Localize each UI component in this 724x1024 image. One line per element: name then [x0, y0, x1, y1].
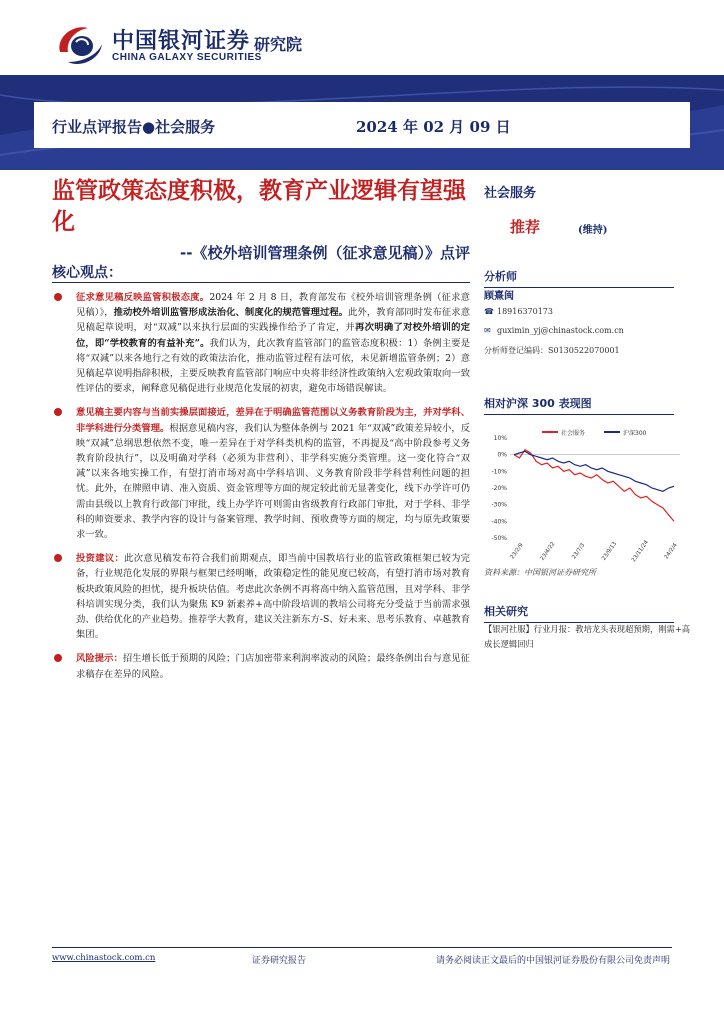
bullet-text: 根据意见稿内容，我们认为整体条例与 2021 年“双减”政策差异较小，反映“双减”总纲思想依然不变，唯一差异在于对学科类机构的监管，不再提及“高中阶段参考义务教育阶段执行”，以及明确对学科（必须为非营利）、非学科实施分类管理。这一变化符合“双减”以来各地实操工作，有望打消市场对高中学科培训、义务教育阶段非学科营利性问题的担忧。此外，在牌照申请、准入资质、资金管理等方面的规定较此前无显著变化，线下办学许可仍需由县级以上教育行政部门审批，线上办学许可则需由省级教育行政部门审批，对于学科、非学科的师资要求、教学内容的设计与备案管理、教学时间、预收费等方面的规定，均与原先政策要求一致。 — [76, 422, 470, 541]
core-views-heading: 核心观点： — [52, 265, 122, 281]
related-heading: 相关研究 — [484, 603, 674, 623]
report-title: 监管政策态度积极，教育产业逻辑有望强化 — [52, 178, 466, 235]
relative-performance-chart — [484, 420, 684, 570]
bullet-bold: 推动校外培训监管形成法治化、制度化的规范管理过程。 — [113, 307, 349, 319]
bullet-lead: 征求意见稿反映监管积极态度。 — [76, 292, 210, 303]
bullet-content-comparison — [52, 405, 470, 542]
bullet-lead: 意见稿主要内容与当前实操层面接近，差异在于明确监管范围以义务教育阶段为主，并对学科、非学科进行分类管理。 — [76, 407, 470, 434]
analyst-phone: 18916370173 — [497, 307, 553, 316]
bullet-text: 我们认为，此次教育监管部门的监管态度积极：1）条例主要是将“双减”以来各地行之有效的政策法治化，推动监管过程有法可依，未见新增监管条例；2）意见稿起草说明指辞积极，主要反映教育监管部门响应中央将非经济性政策纳入宏观政策取向一致性评估的要求，阐释意见稿促进行业规范化发展的初衷，避免市场错误解读。 — [76, 337, 470, 395]
bullet-lead: 风险提示： — [76, 653, 123, 665]
bullet-text: 2024 年 2 月 8 日，教育部发布《校外培训管理条例（征求意见稿）》， — [76, 292, 470, 319]
bullet-dot-icon — [54, 554, 62, 562]
chart-source: 资料来源：中国银河证券研究所 — [484, 568, 596, 577]
y-tick-label: -40% — [491, 518, 507, 526]
analyst-name: 顾熹闽 — [484, 291, 514, 302]
bullet-text: 此次意见稿发布符合我们前期观点，即当前中国教培行业的监管政策框架已较为完备，行业规范化发展的界限与框架已经明晰，政策稳定性的能见度已较高，有望打消市场对教育板块政策风险的担忧，提升板块估值。考虑此次条例不再将高中纳入监管范围，且对学科、非学科培训实现分类，我们认为聚焦 K9 新素养+高中阶段培训的教培公司将充分受益于当前需求强劲、供给优化的产业趋势。推荐学大教育，建议关注新东方-S、好未来、思考乐教育、卓越教育集团。 — [76, 553, 470, 641]
rating-note: (维持) — [578, 225, 608, 236]
bullet-risk-warning — [52, 651, 470, 681]
galaxy-logo-icon — [54, 22, 108, 68]
report-subtitle: --《校外培训管理条例（征求意见稿）》点评 — [180, 244, 470, 262]
y-tick-label: 0% — [497, 451, 507, 459]
core-bullets — [52, 290, 470, 691]
x-tick-label: 23/2/9 — [509, 542, 525, 561]
footer-divider — [52, 947, 672, 948]
bullet-text: 招生增长低于预期的风险；门店加密带来利润率波动的风险；最终条例出台与意见征求稿存在差异的风险。 — [76, 653, 470, 680]
analyst-heading: 分析师 — [484, 268, 674, 288]
analyst-email[interactable]: guximin_yj@chinastock.com.cn — [497, 326, 624, 335]
mail-icon: ✉ — [484, 326, 491, 335]
phone-icon: ☎ — [484, 307, 494, 316]
chart-heading: 相对沪深 300 表现图 — [484, 395, 674, 415]
y-tick-label: -10% — [491, 468, 507, 476]
bullet-dot-icon — [54, 654, 62, 662]
bullet-dot-icon — [54, 293, 62, 301]
rating-label: 推荐 — [510, 218, 541, 236]
sidebar-sector: 社会服务 — [484, 186, 537, 201]
x-tick-label: 23/9/13 — [601, 541, 619, 562]
bullet-dot-icon — [54, 408, 62, 416]
legend-hs300: 沪深300 — [623, 430, 647, 437]
footer-url[interactable]: www.chinastock.com.cn — [52, 953, 156, 963]
bullet-lead: 投资建议： — [76, 553, 125, 565]
bullet-bold: 再次明确了对校外培训的定位，即“学校教育的有益补充”。 — [76, 322, 470, 349]
x-tick-label: 24/2/4 — [663, 542, 679, 561]
series-line-hs300 — [514, 451, 674, 491]
bullet-text: 此外，教育部同时发布征求意见稿起草说明，对“双减”以来执行层面的实践操作给予了肯定，并 — [76, 307, 470, 334]
x-tick-label: 23/11/24 — [630, 539, 650, 564]
footer-report-type: 证券研究报告 — [252, 956, 307, 966]
core-divider — [52, 282, 470, 283]
related-research-link[interactable]: 【银河社服】行业月报：教培龙头表现超预期，刚需+高成长逻辑回归 — [484, 624, 691, 649]
analyst-email-row — [484, 326, 624, 335]
institute-label: 研究院 — [254, 35, 303, 54]
logo-cn-text: 中国银河证券 — [112, 29, 251, 54]
analyst-cert: 分析师登记编码：S0130522070001 — [484, 346, 620, 355]
performance-chart-svg — [484, 420, 684, 570]
report-date: 2024 年 02 月 09 日 — [356, 118, 511, 136]
report-category: 行业点评报告●社会服务 — [52, 118, 216, 136]
footer-disclaimer: 请务必阅读正文最后的中国银河证券股份有限公司免责声明 — [436, 956, 671, 966]
x-tick-label: 23/4/22 — [539, 541, 557, 562]
y-tick-label: -30% — [491, 501, 507, 509]
logo-en-text: CHINA GALAXY SECURITIES — [112, 52, 262, 63]
bullet-investment-advice — [52, 551, 470, 642]
analyst-phone-row — [484, 307, 553, 316]
brand-logo — [54, 22, 314, 70]
bullet-regulation-attitude — [52, 290, 470, 396]
y-tick-label: -50% — [491, 535, 507, 542]
y-tick-label: 10% — [493, 435, 507, 442]
legend-social-services: 社会服务 — [561, 430, 586, 437]
y-tick-label: -20% — [491, 485, 507, 492]
x-tick-label: 23/7/3 — [571, 542, 587, 561]
series-line-social-services — [514, 450, 674, 522]
